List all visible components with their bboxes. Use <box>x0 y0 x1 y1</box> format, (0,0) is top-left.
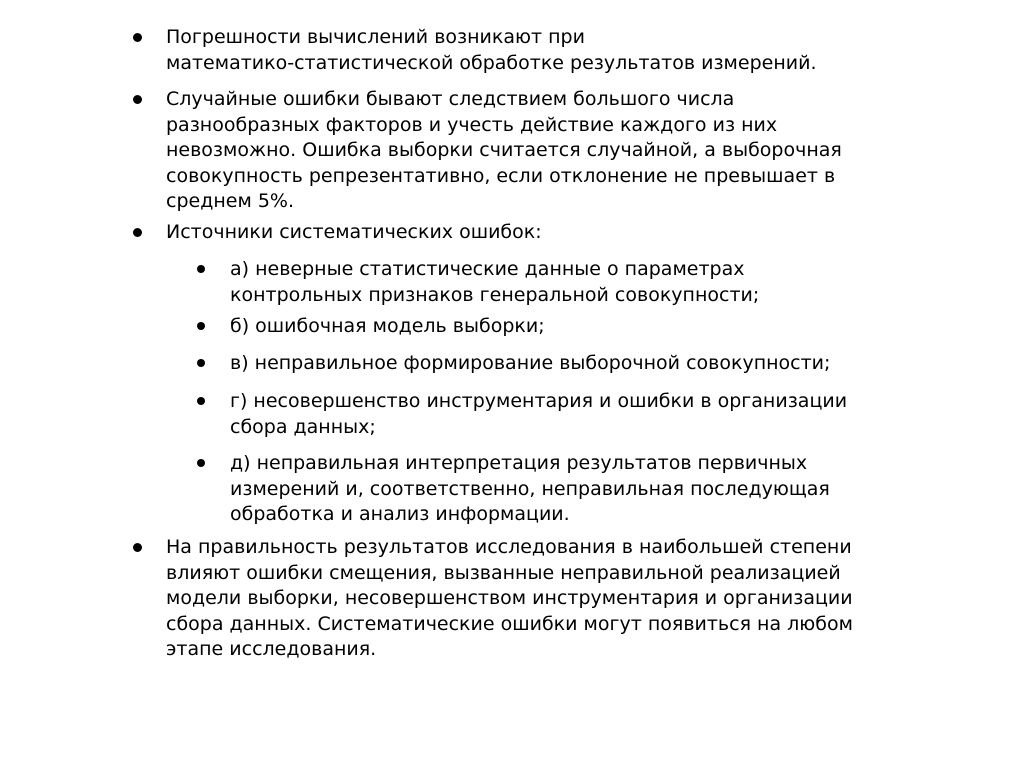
item-1-line-1: Погрешности вычислений возникают при <box>166 26 585 48</box>
item-3-line-1: Источники систематических ошибок: <box>166 221 542 243</box>
subitem-c-line-1: в) неправильное формирование выборочной совокупности; <box>230 352 831 374</box>
item-2-line-4: совокупность репрезентативно, если отклонение не превышает в <box>166 164 836 187</box>
subitem-d-text <box>230 389 847 440</box>
subitem-a-line-1: а) неверные статистические данные о параметрах <box>230 258 745 280</box>
subitem-e-line-3: обработка и анализ информации. <box>230 503 570 526</box>
subitem-b-text <box>230 314 545 340</box>
subitem-e-line-1: д) неправильная интерпретация результатов первичных <box>230 452 808 474</box>
bullet-1 <box>133 33 142 42</box>
item-4-line-5: этапе исследования. <box>166 638 377 661</box>
subitem-b-line-1: б) ошибочная модель выборки; <box>230 315 545 337</box>
subitem-a-text <box>230 257 759 308</box>
item-4-line-2: влияют ошибки смещения, вызванные неправильной реализацией <box>166 561 841 584</box>
item-2-line-2: разнообразных факторов и учесть действие каждого из них <box>166 113 778 136</box>
bullet-3 <box>133 228 142 237</box>
item-3-text <box>166 220 542 246</box>
bullet-2 <box>133 95 142 104</box>
subitem-e-line-2: измерений и, соответственно, неправильная последующая <box>230 477 830 500</box>
item-1-text <box>166 25 817 76</box>
subbullet-c <box>197 359 205 367</box>
item-4-line-4: сбора данных. Систематические ошибки могут появиться на любом <box>166 612 853 635</box>
subbullet-d <box>197 397 205 405</box>
subitem-e-text <box>230 451 830 528</box>
item-1-line-2: математико-статистической обработке результатов измерений. <box>166 51 817 74</box>
item-2-line-3: невозможно. Ошибка выборки считается случайной, а выборочная <box>166 139 842 162</box>
item-2-line-5: среднем 5%. <box>166 190 294 213</box>
subbullet-a <box>197 265 205 273</box>
item-4-line-3: модели выборки, несовершенством инструментария и организации <box>166 587 853 610</box>
item-4-text <box>166 535 853 663</box>
subbullet-b <box>197 322 205 330</box>
item-2-line-1: Случайные ошибки бывают следствием большого числа <box>166 88 735 110</box>
bullet-4 <box>133 543 142 552</box>
subitem-a-line-2: контрольных признаков генеральной совокупности; <box>230 283 760 306</box>
subbullet-e <box>197 459 205 467</box>
subitem-c-text <box>230 351 830 377</box>
item-4-line-1: На правильность результатов исследования в наибольшей степени <box>166 536 852 558</box>
subitem-d-line-1: г) несовершенство инструментария и ошибки в организации <box>230 390 848 412</box>
item-2-text <box>166 87 842 215</box>
subitem-d-line-2: сбора данных; <box>230 415 376 438</box>
